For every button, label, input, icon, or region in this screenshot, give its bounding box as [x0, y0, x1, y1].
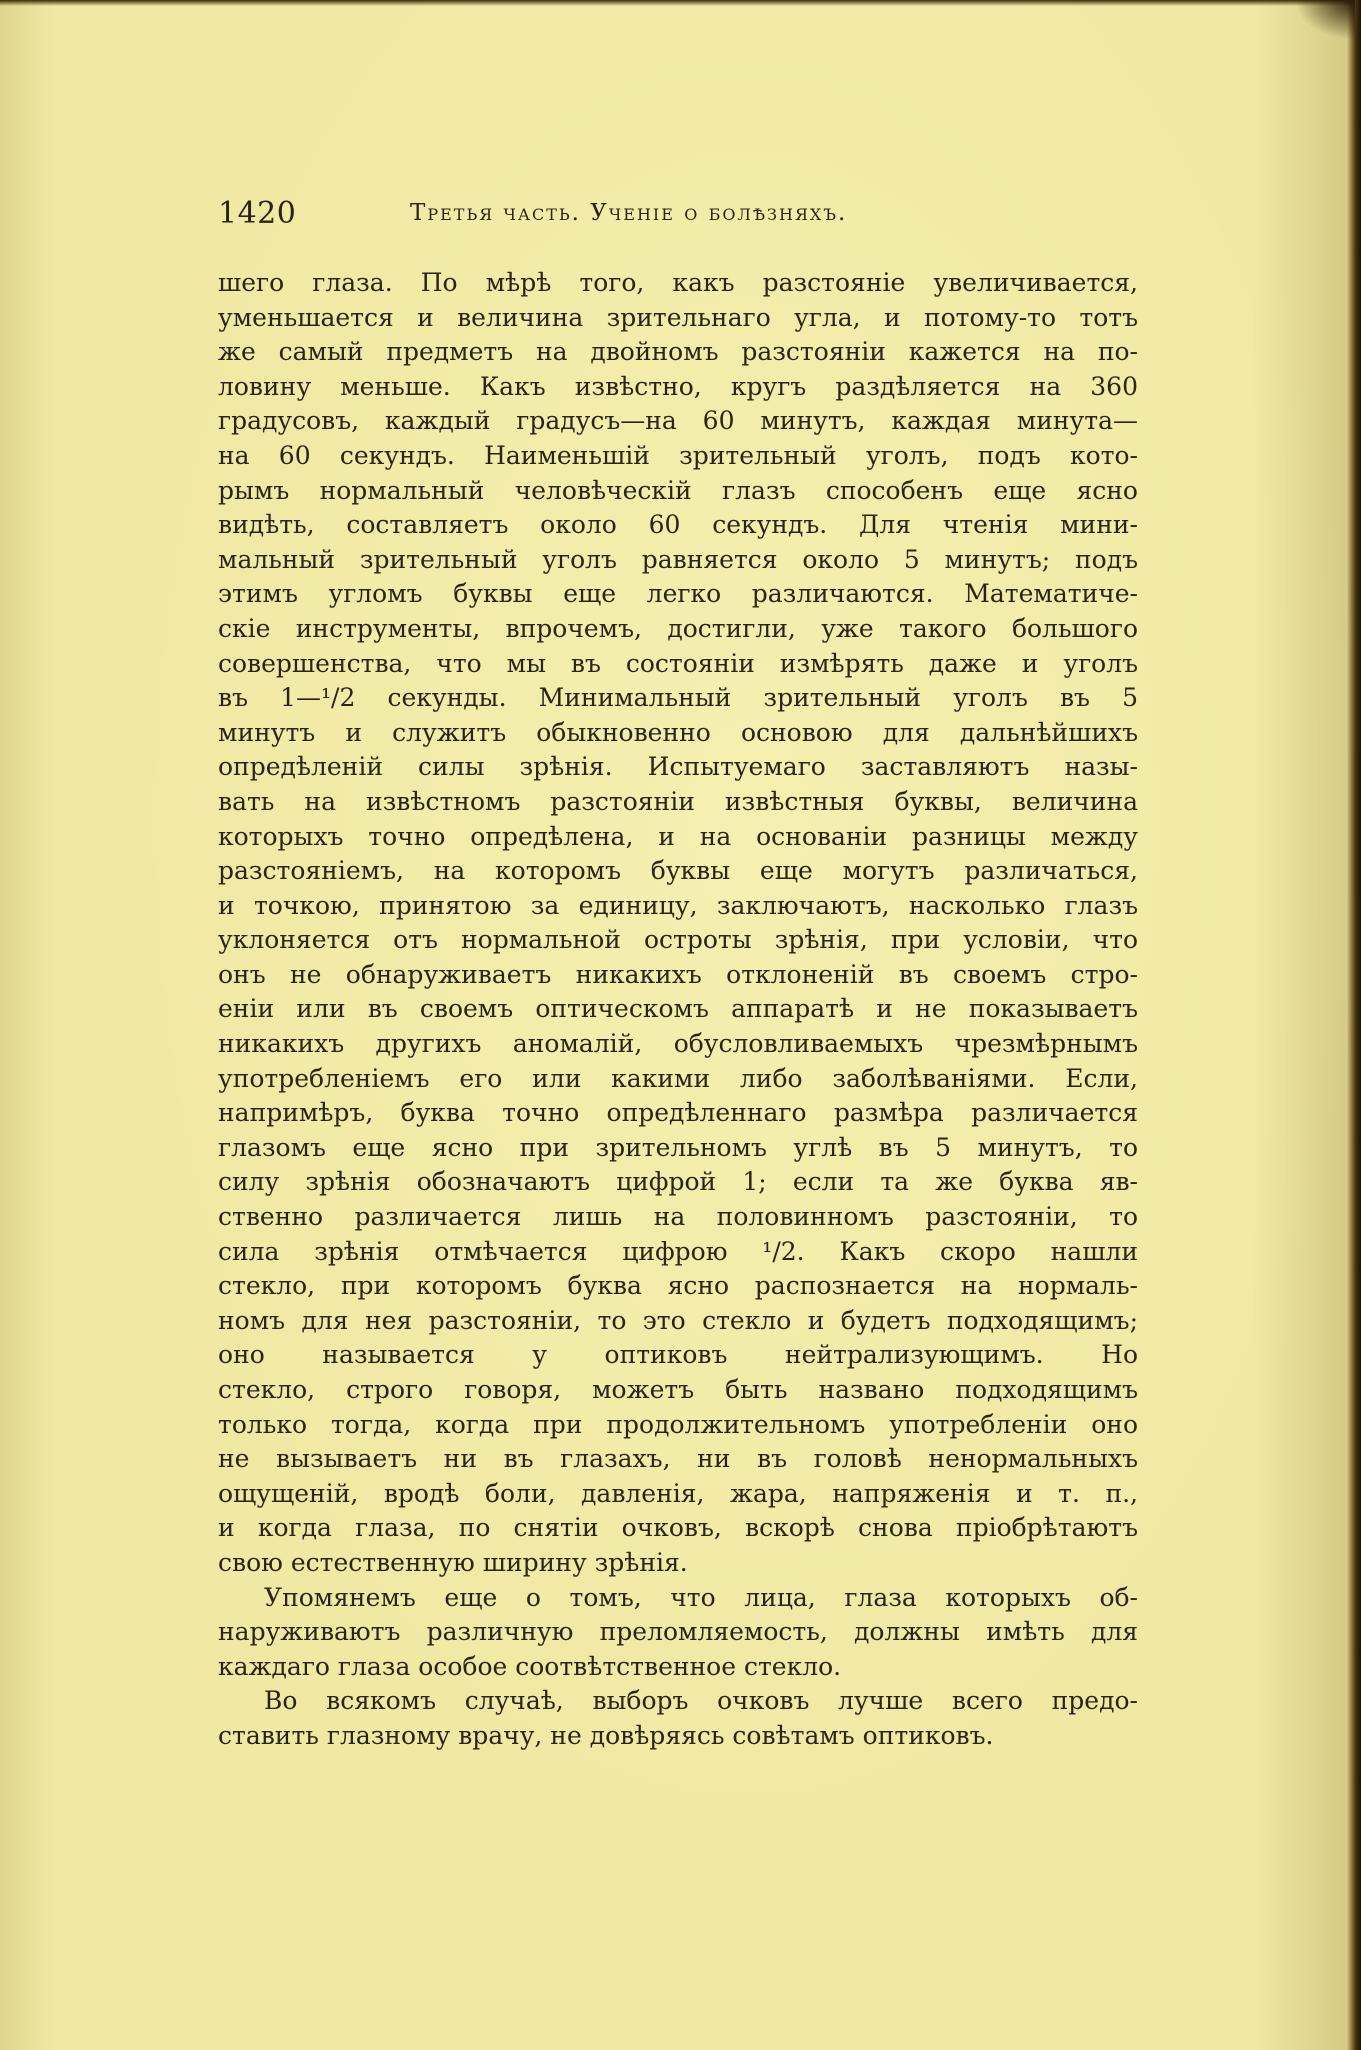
text-line: же самый предметъ на двойномъ разстояніи кажется на по- — [218, 337, 1138, 367]
text-line: ставить глазному врачу, не довѣряясь совѣтамъ оптиковъ. — [218, 1720, 994, 1750]
text-line: никакихъ другихъ аномалій, обусловливаемыхъ чрезмѣрнымъ — [218, 1029, 1138, 1059]
text-line: видѣть, составляетъ около 60 секундъ. Для чтенія мини- — [218, 510, 1138, 540]
text-line: уменьшается и величина зрительнаго угла, и потому-то тотъ — [218, 302, 1138, 332]
text-line: ощущеній, вродѣ боли, давленія, жара, напряженія и т. п., — [218, 1478, 1138, 1508]
text-line: еніи или въ своемъ оптическомъ аппаратѣ и не показываетъ — [218, 994, 1138, 1024]
text-line: сила зрѣнія отмѣчается цифрою ¹/2. Какъ скоро нашли — [218, 1236, 1138, 1266]
text-line: въ 1—¹/2 секунды. Минимальный зрительный уголъ въ 5 — [218, 683, 1138, 713]
text-line: рымъ нормальный человѣческій глазъ способенъ еще ясно — [218, 475, 1138, 505]
text-line: шего глаза. По мѣрѣ того, какъ разстояніе увеличивается, — [218, 268, 1138, 297]
page-top-edge-shadow — [0, 0, 1361, 6]
text-line: не вызываетъ ни въ глазахъ, ни въ головѣ ненормальныхъ — [218, 1444, 1138, 1474]
page-header — [218, 196, 1158, 236]
text-line: только тогда, когда при продолжительномъ употребленіи оно — [218, 1409, 1138, 1439]
text-line: употребленіемъ его или какими либо заболѣваніями. Если, — [218, 1063, 1138, 1093]
corner-stain — [1295, 0, 1355, 40]
text-line: скіе инструменты, впрочемъ, достигли, уже такого большого — [218, 613, 1138, 643]
text-line: ственно различается лишь на половинномъ разстояніи, то — [218, 1202, 1138, 1232]
text-line: стекло, строго говоря, можетъ быть названо подходящимъ — [218, 1375, 1138, 1404]
text-line: глазомъ еще ясно при зрительномъ углѣ въ 5 минутъ, то — [218, 1132, 1138, 1162]
text-line: градусовъ, каждый градусъ—на 60 минутъ, каждая минута— — [218, 406, 1138, 436]
text-line: минутъ и служитъ обыкновенно основою для дальнѣйшихъ — [218, 717, 1138, 747]
text-line: и точкою, принятою за единицу, заключаютъ, насколько глазъ — [218, 890, 1138, 920]
text-line: разстояніемъ, на которомъ буквы еще могутъ различаться, — [218, 856, 1138, 886]
text-line: стекло, при которомъ буква ясно распознается на нормаль- — [218, 1271, 1138, 1301]
body-text — [218, 266, 1138, 1754]
text-line: мальный зрительный уголъ равняется около 5 минутъ; подъ — [218, 544, 1138, 574]
text-line: оно называется у оптиковъ нейтрализующимъ. Но — [218, 1340, 1138, 1370]
text-line: свою естественную ширину зрѣнія. — [218, 1547, 688, 1577]
text-line: номъ для нея разстояніи, то это стекло и будетъ подходящимъ; — [218, 1305, 1138, 1335]
text-line: опредѣленій силы зрѣнія. Испытуемаго заставляютъ назы- — [218, 752, 1138, 782]
text-line: и когда глаза, по снятіи очковъ, вскорѣ снова пріобрѣтаютъ — [218, 1513, 1138, 1543]
text-line: на 60 секундъ. Наименьшій зрительный уголъ, подъ кото- — [218, 440, 1138, 470]
page-number: 1420 — [218, 196, 297, 231]
text-line: силу зрѣнія обозначаютъ цифрой 1; если та же буква яв- — [218, 1167, 1138, 1197]
page-right-edge-shadow — [1347, 0, 1361, 2050]
text-line: каждаго глаза особое соотвѣтственное стекло. — [218, 1651, 842, 1681]
text-line: совершенства, что мы въ состояніи измѣрять даже и уголъ — [218, 648, 1138, 678]
text-line: ловину меньше. Какъ извѣстно, кругъ раздѣляется на 360 — [218, 371, 1138, 401]
text-line: напримѣръ, буква точно опредѣленнаго размѣра различается — [218, 1098, 1138, 1128]
running-head: Третья часть. Ученіе о болѣзняхъ. — [410, 200, 848, 226]
text-line: вать на извѣстномъ разстояніи извѣстныя буквы, величина — [218, 786, 1138, 816]
text-line: которыхъ точно опредѣлена, и на основаніи разницы между — [218, 821, 1138, 851]
text-line: Во всякомъ случаѣ, выборъ очковъ лучше всего предо- — [264, 1686, 1138, 1716]
text-line: наруживаютъ различную преломляемость, должны имѣть для — [218, 1617, 1138, 1647]
text-line: уклоняется отъ нормальной остроты зрѣнія, при условіи, что — [218, 925, 1138, 955]
text-line: онъ не обнаруживаетъ никакихъ отклоненій въ своемъ стро- — [218, 959, 1138, 989]
text-line: Упомянемъ еще о томъ, что лица, глаза которыхъ об- — [264, 1582, 1138, 1612]
text-line: этимъ угломъ буквы еще легко различаются. Математиче- — [218, 579, 1138, 609]
